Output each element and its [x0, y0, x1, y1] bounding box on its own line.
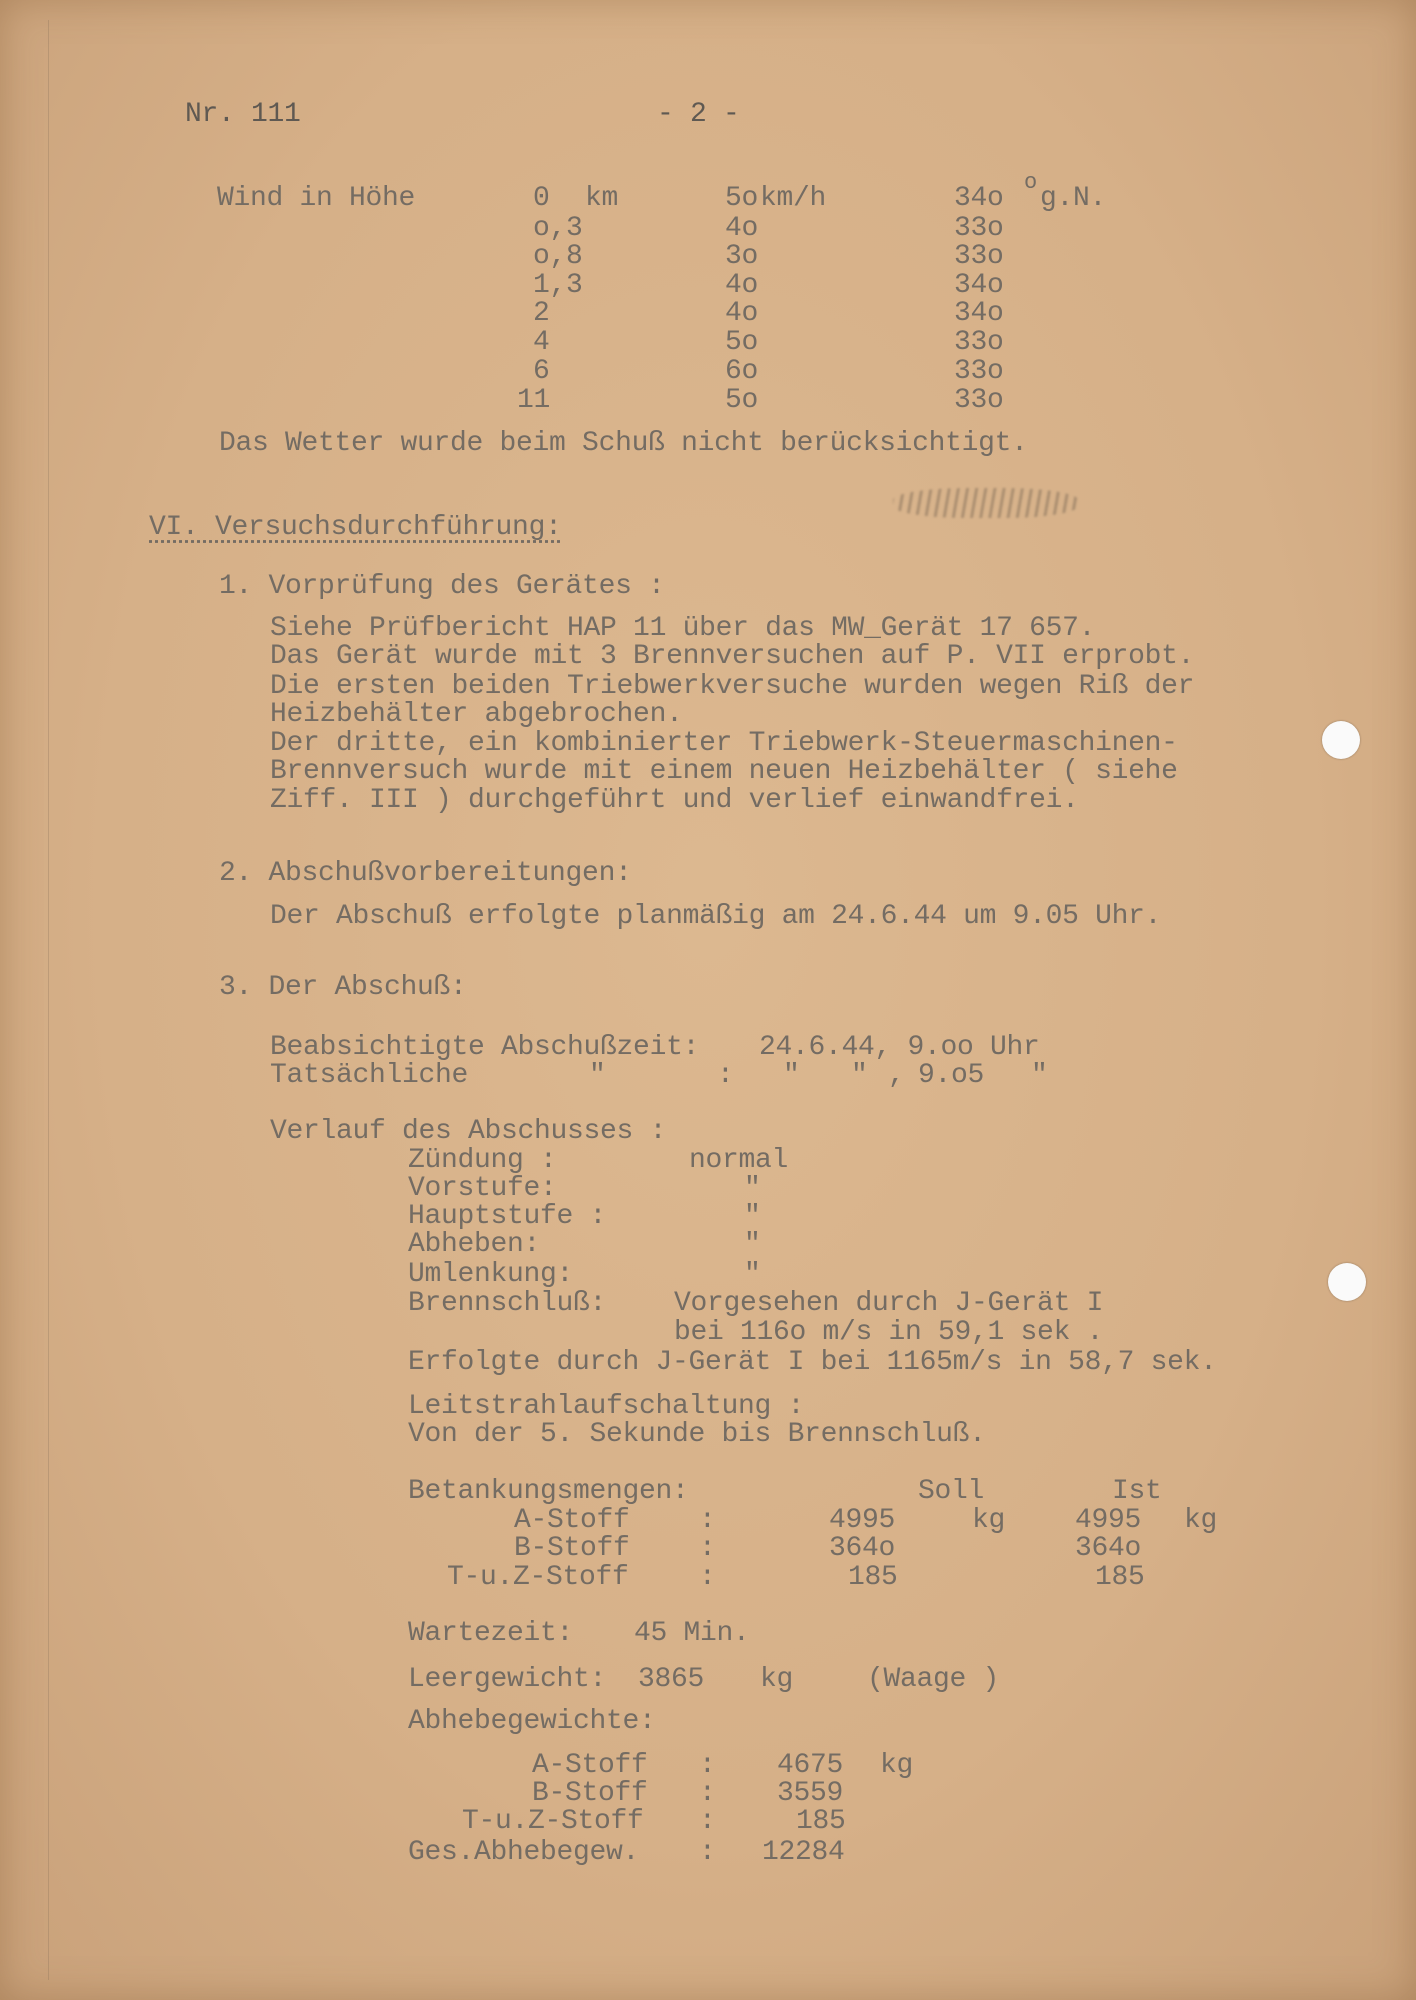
unit: kg: [760, 1664, 794, 1695]
wind-height: 1,3: [533, 270, 583, 301]
document-number: Nr. 111: [185, 99, 301, 130]
wind-height: 6: [533, 356, 550, 387]
wait-value: 45 Min.: [634, 1618, 750, 1649]
unit: kg: [880, 1750, 914, 1781]
colon: :: [699, 1533, 716, 1564]
wind-label: Wind in Höhe: [217, 183, 416, 214]
weather-note: Das Wetter wurde beim Schuß nicht berücksichtigt.: [219, 428, 1028, 459]
wait-label: Wartezeit:: [408, 1618, 574, 1649]
liftoff-name: A-Stoff: [532, 1750, 648, 1781]
wind-height: o,8: [533, 241, 583, 272]
course-item-label: Abheben:: [408, 1229, 541, 1260]
course-item-label: Umlenkung:: [408, 1259, 574, 1290]
wind-height: 2: [533, 298, 550, 329]
ditto-mark: ": [783, 1060, 800, 1091]
page-number: - 2 -: [657, 99, 740, 130]
planned-time-label: Beabsichtigte Abschußzeit:: [270, 1032, 700, 1063]
ink-smudge: [893, 488, 1078, 518]
paragraph-line: Heizbehälter abgebrochen.: [270, 699, 683, 730]
wind-direction: 33o: [954, 385, 1004, 416]
liftoff-total-value: 12284: [762, 1837, 845, 1868]
wind-height: o,3: [533, 213, 583, 244]
paragraph-line: Der dritte, ein kombinierter Triebwerk-Steuermaschinen-: [270, 728, 1178, 759]
fuel-name: T-u.Z-Stoff: [447, 1562, 629, 1593]
ditto-mark: ": [851, 1060, 868, 1091]
wind-speed: 4o: [725, 213, 759, 244]
colon: :: [717, 1060, 734, 1091]
liftoff-value: 3559: [777, 1778, 844, 1809]
liftoff-label: Abhebegewichte:: [408, 1706, 656, 1737]
liftoff-total-name: Ges.Abhebegew.: [408, 1837, 640, 1868]
section-title: VI. Versuchsdurchführung:: [149, 512, 562, 543]
ditto-mark: ": [589, 1060, 606, 1091]
unit: kg: [1184, 1505, 1218, 1536]
fuel-name: B-Stoff: [514, 1533, 630, 1564]
speed-unit: km/h: [760, 183, 827, 214]
wind-direction: 33o: [954, 241, 1004, 272]
wind-speed: 4o: [725, 270, 759, 301]
fuel-ist: 364o: [1075, 1533, 1142, 1564]
fuel-ist: 185: [1095, 1562, 1145, 1593]
course-item-value: Vorgesehen durch J-Gerät I: [674, 1288, 1104, 1319]
subsection-title: 1. Vorprüfung des Gerätes :: [219, 571, 665, 602]
liftoff-name: T-u.Z-Stoff: [462, 1806, 644, 1837]
fuel-soll: 185: [848, 1562, 898, 1593]
colon: :: [699, 1778, 716, 1809]
margin-line: [48, 20, 49, 1980]
guide-beam-label: Leitstrahlaufschaltung :: [408, 1391, 805, 1422]
wind-direction: 34o: [954, 270, 1004, 301]
punch-hole: [1322, 721, 1360, 759]
course-item-label: Vorstufe:: [408, 1173, 557, 1204]
wind-direction: 33o: [954, 327, 1004, 358]
wind-speed: 5o: [725, 183, 759, 214]
paragraph-line: Siehe Prüfbericht HAP 11 über das MW_Gerät 17 657.: [270, 613, 1096, 644]
punch-hole: [1328, 1263, 1366, 1301]
colon: :: [699, 1750, 716, 1781]
planned-time-value: 24.6.44, 9.oo Uhr: [759, 1032, 1040, 1063]
burnout-planned: bei 116o m/s in 59,1 sek .: [674, 1317, 1104, 1348]
course-item-value: ": [744, 1201, 761, 1232]
paragraph-line: Das Gerät wurde mit 3 Brennversuchen auf P. VII erprobt.: [270, 641, 1195, 672]
empty-weight-label: Leergewicht:: [408, 1664, 607, 1695]
liftoff-value: 185: [796, 1806, 846, 1837]
subsection-title: 3. Der Abschuß:: [219, 972, 467, 1003]
wind-speed: 6o: [725, 356, 759, 387]
wind-speed: 5o: [725, 327, 759, 358]
subsection-title: 2. Abschußvorbereitungen:: [219, 858, 632, 889]
wind-direction: 34o: [954, 298, 1004, 329]
wind-speed: 3o: [725, 241, 759, 272]
colon: :: [699, 1806, 716, 1837]
paragraph-line: Ziff. III ) durchgeführt und verlief einwandfrei.: [270, 785, 1079, 816]
course-item-label: Zündung :: [408, 1145, 557, 1176]
course-item-value: normal: [689, 1145, 789, 1176]
fuel-ist: 4995: [1075, 1505, 1142, 1536]
comma: ,: [888, 1060, 905, 1091]
guide-beam-text: Von der 5. Sekunde bis Brennschluß.: [408, 1419, 986, 1450]
fuel-soll: 364o: [829, 1533, 896, 1564]
colon: :: [699, 1837, 716, 1868]
course-item-value: ": [744, 1173, 761, 1204]
course-item-label: Brennschluß:: [408, 1288, 607, 1319]
wind-direction: 33o: [954, 356, 1004, 387]
wind-direction: 34o: [954, 183, 1004, 214]
fuel-name: A-Stoff: [514, 1505, 630, 1536]
fuel-soll: 4995: [829, 1505, 896, 1536]
course-item-value: ": [744, 1229, 761, 1260]
empty-weight-note: (Waage ): [867, 1664, 1000, 1695]
column-header-ist: Ist: [1112, 1476, 1162, 1507]
colon: :: [699, 1562, 716, 1593]
wind-height: 0: [533, 183, 550, 214]
ditto-mark: ": [1031, 1060, 1048, 1091]
actual-time-label: Tatsächliche: [270, 1060, 469, 1091]
actual-time-value: 9.o5: [918, 1060, 985, 1091]
wind-height: 11: [517, 385, 551, 416]
direction-unit: g.N.: [1040, 183, 1107, 214]
launch-statement: Der Abschuß erfolgte planmäßig am 24.6.44 um 9.05 Uhr.: [270, 901, 1162, 932]
paragraph-line: Die ersten beiden Triebwerkversuche wurden wegen Riß der: [270, 671, 1195, 702]
empty-weight-value: 3865: [638, 1664, 705, 1695]
course-item-value: ": [744, 1259, 761, 1290]
wind-direction: 33o: [954, 213, 1004, 244]
unit: kg: [972, 1505, 1006, 1536]
column-header-soll: Soll: [918, 1476, 985, 1507]
wind-speed: 4o: [725, 298, 759, 329]
liftoff-name: B-Stoff: [532, 1778, 648, 1809]
liftoff-value: 4675: [777, 1750, 844, 1781]
height-unit: km: [585, 183, 619, 214]
degree-sign: o: [1024, 170, 1038, 195]
paragraph-line: Brennversuch wurde mit einem neuen Heizbehälter ( siehe: [270, 756, 1178, 787]
course-item-label: Hauptstufe :: [408, 1201, 607, 1232]
wind-height: 4: [533, 327, 550, 358]
fuel-label: Betankungsmengen:: [408, 1476, 689, 1507]
course-label: Verlauf des Abschusses :: [270, 1116, 667, 1147]
colon: :: [699, 1505, 716, 1536]
burnout-actual: Erfolgte durch J-Gerät I bei 1165m/s in 58,7 sek.: [408, 1347, 1217, 1378]
wind-speed: 5o: [725, 385, 759, 416]
